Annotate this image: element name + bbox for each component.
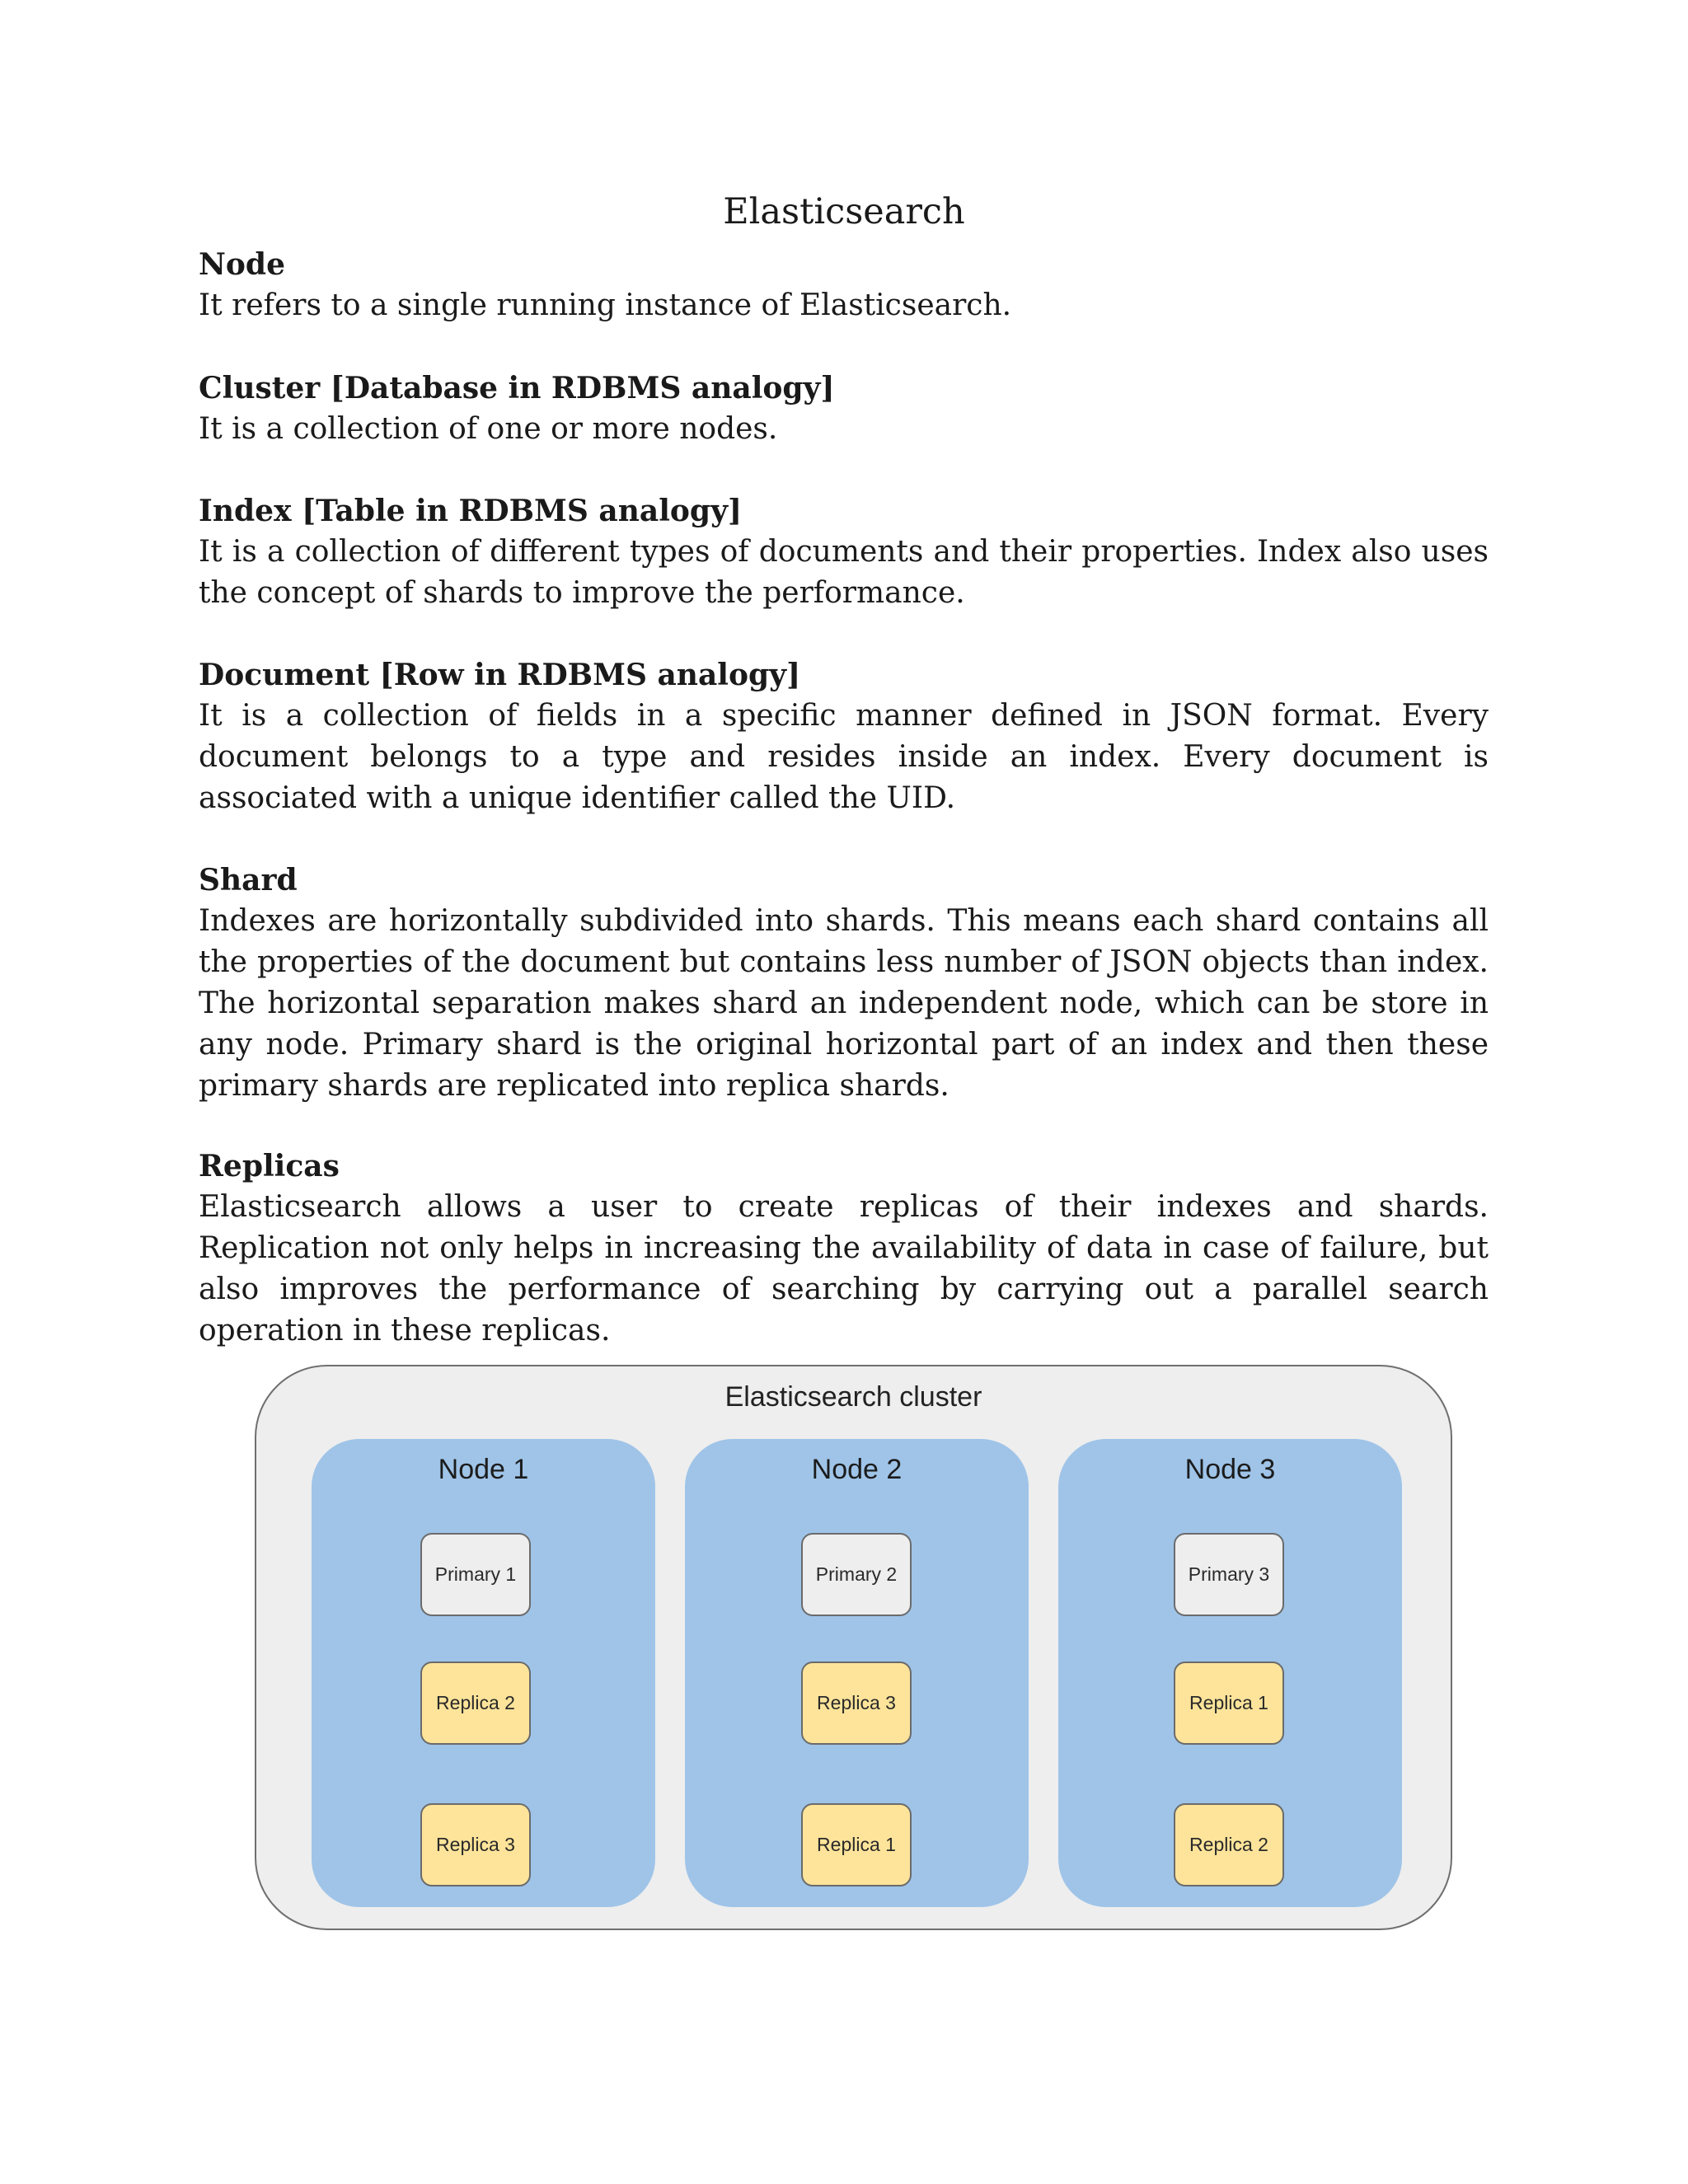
section-heading: Document [Row in RDBMS analogy] [199,658,801,692]
node-box-2 [685,1439,1029,1907]
node-label: Node 2 [811,1454,903,1485]
section-heading: Shard [199,863,298,898]
node-box-1 [312,1439,655,1907]
section-heading: Replicas [199,1149,340,1183]
section-heading: Cluster [Database in RDBMS analogy] [199,371,835,405]
section-body: It is a collection of different types of documents and their properties. Index also uses the concept of shards to improve the performance. [199,535,1489,610]
section-index [199,490,1489,614]
replica-shard: Replica 2 [420,1661,531,1745]
section-body: Indexes are horizontally subdivided into shards. This means each shard contains all the properties of the document but contains less number of JSON objects than index. The horizontal separation makes shard an independent node, which can be store in any node. Primary shard is the original horizontal part of an index and then these primary shards are replicated into replica shards. [199,904,1489,1103]
replica-shard: Replica 3 [801,1661,912,1745]
section-node [199,244,1489,326]
section-cluster [199,368,1489,450]
section-replicas [199,1146,1489,1352]
cluster-label: Elasticsearch cluster [724,1381,982,1413]
node-label: Node 3 [1184,1454,1276,1485]
primary-shard: Primary 1 [420,1533,531,1616]
section-body: It is a collection of one or more nodes. [199,412,778,446]
node-label: Node 1 [438,1454,529,1485]
primary-shard: Primary 3 [1174,1533,1284,1616]
replica-shard: Replica 1 [1174,1661,1284,1745]
section-heading: Index [Table in RDBMS analogy] [199,494,743,528]
node-box-3 [1058,1439,1402,1907]
replica-shard: Replica 2 [1174,1803,1284,1886]
section-body: It refers to a single running instance of Elasticsearch. [199,288,1012,322]
section-body: It is a collection of fields in a specific manner defined in JSON format. Every document belongs to a type and resides inside an index. Every document is associated with a unique identifier called the UID. [199,699,1489,815]
replica-shard: Replica 3 [420,1803,531,1886]
page-title: Elasticsearch [723,191,965,232]
section-heading: Node [199,247,285,282]
replica-shard: Replica 1 [801,1803,912,1886]
section-shard [199,860,1489,1107]
primary-shard: Primary 2 [801,1533,912,1616]
section-document [199,654,1489,819]
elasticsearch-cluster-diagram [255,1365,1452,1930]
section-body: Elasticsearch allows a user to create replicas of their indexes and shards. Replication not only helps in increasing the availability of data in case of failure, but also improves the performance of searching by carrying out a parallel search operation in these replicas. [199,1190,1489,1347]
